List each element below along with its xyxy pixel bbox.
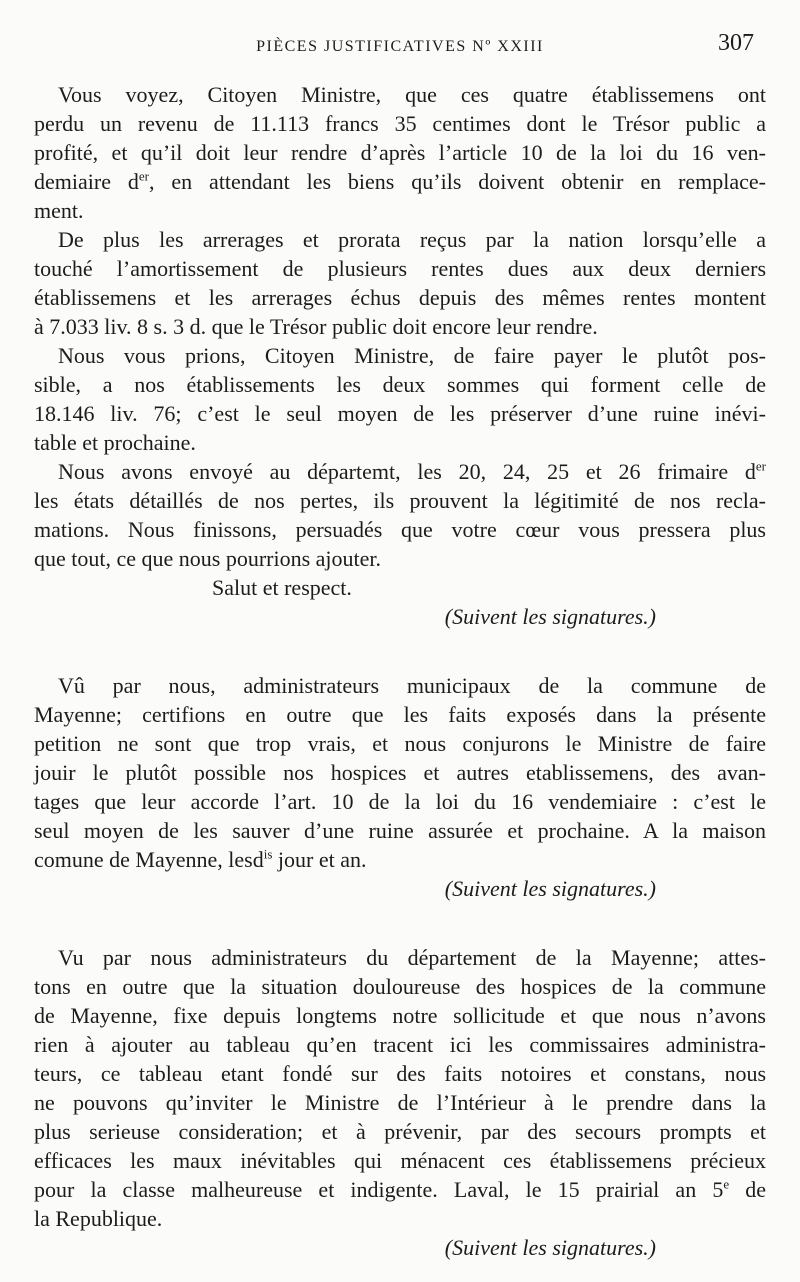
running-title: PIÈCES JUSTIFICATIVES Nº XXIII bbox=[256, 38, 544, 55]
text-line: à 7.033 liv. 8 s. 3 d. que le Trésor public doit encore leur rendre. bbox=[34, 314, 598, 339]
department-attestation bbox=[34, 943, 766, 1262]
text-line: rien à ajouter au tableau qu’en tracent ici les commissaires administra- bbox=[34, 1032, 766, 1057]
salutation: Salut et respect. bbox=[212, 575, 352, 600]
municipal-attestation bbox=[34, 671, 766, 903]
letter-section bbox=[34, 80, 766, 631]
text-line bbox=[34, 167, 766, 196]
text-line: petition ne sont que trop vrais, et nous conjurons le Ministre de faire bbox=[34, 731, 766, 756]
text-line: Vu par nous administrateurs du département de la Mayenne; attes- bbox=[58, 945, 766, 970]
text-line bbox=[34, 845, 766, 874]
text-line: jouir le plutôt possible nos hospices et autres etablissemens, des avan- bbox=[34, 760, 766, 785]
text-line: teurs, ce tableau etant fondé sur des faits notoires et constans, nous bbox=[34, 1061, 766, 1086]
text-line: de Mayenne, fixe depuis longtems notre sollicitude et que nous n’avons bbox=[34, 1003, 766, 1028]
text-line: touché l’amortissement de plusieurs rentes dues aux deux derniers bbox=[34, 256, 766, 281]
text-line: table et prochaine. bbox=[34, 430, 196, 455]
text-line: Vous voyez, Citoyen Ministre, que ces quatre établissemens ont bbox=[58, 82, 766, 107]
text-line: ment. bbox=[34, 198, 84, 223]
text-line: Mayenne; certifions en outre que les faits exposés dans la présente bbox=[34, 702, 766, 727]
text-line: la Republique. bbox=[34, 1206, 163, 1231]
text-line: les états détaillés de nos pertes, ils prouvent la légitimité de nos recla- bbox=[34, 488, 766, 513]
text-line: seul moyen de les sauver d’une ruine assurée et prochaine. A la maison bbox=[34, 818, 766, 843]
text-line: Nous vous prions, Citoyen Ministre, de faire payer le plutôt pos- bbox=[58, 343, 766, 368]
text-line: profité, et qu’il doit leur rendre d’après l’article 10 de la loi du 16 ven- bbox=[34, 140, 766, 165]
text-fragment: pour la classe malheureuse et indigente. Laval, le 15 prairial an 5 bbox=[34, 1177, 724, 1202]
text-line: Vû par nous, administrateurs municipaux de la commune de bbox=[58, 673, 766, 698]
text-line: sible, a nos établissements les deux sommes qui forment celle de bbox=[34, 372, 766, 397]
text-line: établissemens et les arrerages échus depuis des mêmes rentes montent bbox=[34, 285, 766, 310]
running-head bbox=[0, 30, 800, 64]
signature-note: (Suivent les signatures.) bbox=[444, 1235, 656, 1260]
text-fragment: demiaire d bbox=[34, 169, 139, 194]
superscript: e bbox=[723, 1176, 730, 1192]
signature-note: (Suivent les signatures.) bbox=[444, 604, 656, 629]
text-line bbox=[34, 457, 766, 486]
text-line bbox=[34, 1175, 766, 1204]
text-line: efficaces les maux inévitables qui ménacent ces établissemens précieux bbox=[34, 1148, 766, 1173]
text-line: tons en outre que la situation douloureuse des hospices de la commune bbox=[34, 974, 766, 999]
text-fragment: Nous avons envoyé au départemt, les 20, 24, 25 et 26 frimaire d bbox=[58, 459, 756, 484]
text-line: que tout, ce que nous pourrions ajouter. bbox=[34, 546, 382, 571]
text-line: tages que leur accorde l’art. 10 de la loi du 16 vendemiaire : c’est le bbox=[34, 789, 766, 814]
signature-note: (Suivent les signatures.) bbox=[444, 876, 656, 901]
text-fragment: , en attendant les biens qu’ils doivent obtenir en remplace- bbox=[148, 169, 767, 194]
text-line: De plus les arrerages et prorata reçus par la nation lorsqu’elle a bbox=[58, 227, 766, 252]
text-line: mations. Nous finissons, persuadés que votre cœur vous pressera plus bbox=[34, 517, 766, 542]
section-gap bbox=[34, 631, 766, 671]
superscript: er bbox=[138, 168, 149, 184]
text-line: 18.146 liv. 76; c’est le seul moyen de les préserver d’une ruine inévi- bbox=[34, 401, 766, 426]
page-number: 307 bbox=[718, 30, 754, 56]
superscript: er bbox=[755, 458, 766, 474]
section-gap bbox=[34, 903, 766, 943]
superscript: is bbox=[263, 846, 273, 862]
text-line: perdu un revenu de 11.113 francs 35 centimes dont le Trésor public a bbox=[34, 111, 766, 136]
text-line: ne pouvons qu’inviter le Ministre de l’Intérieur à le prendre dans la bbox=[34, 1090, 766, 1115]
text-fragment: jour et an. bbox=[272, 847, 367, 872]
text-line: plus serieuse consideration; et à prévenir, par des secours prompts et bbox=[34, 1119, 766, 1144]
text-fragment: de bbox=[729, 1177, 767, 1202]
page-body bbox=[34, 80, 766, 1262]
text-fragment: comune de Mayenne, lesd bbox=[34, 847, 264, 872]
